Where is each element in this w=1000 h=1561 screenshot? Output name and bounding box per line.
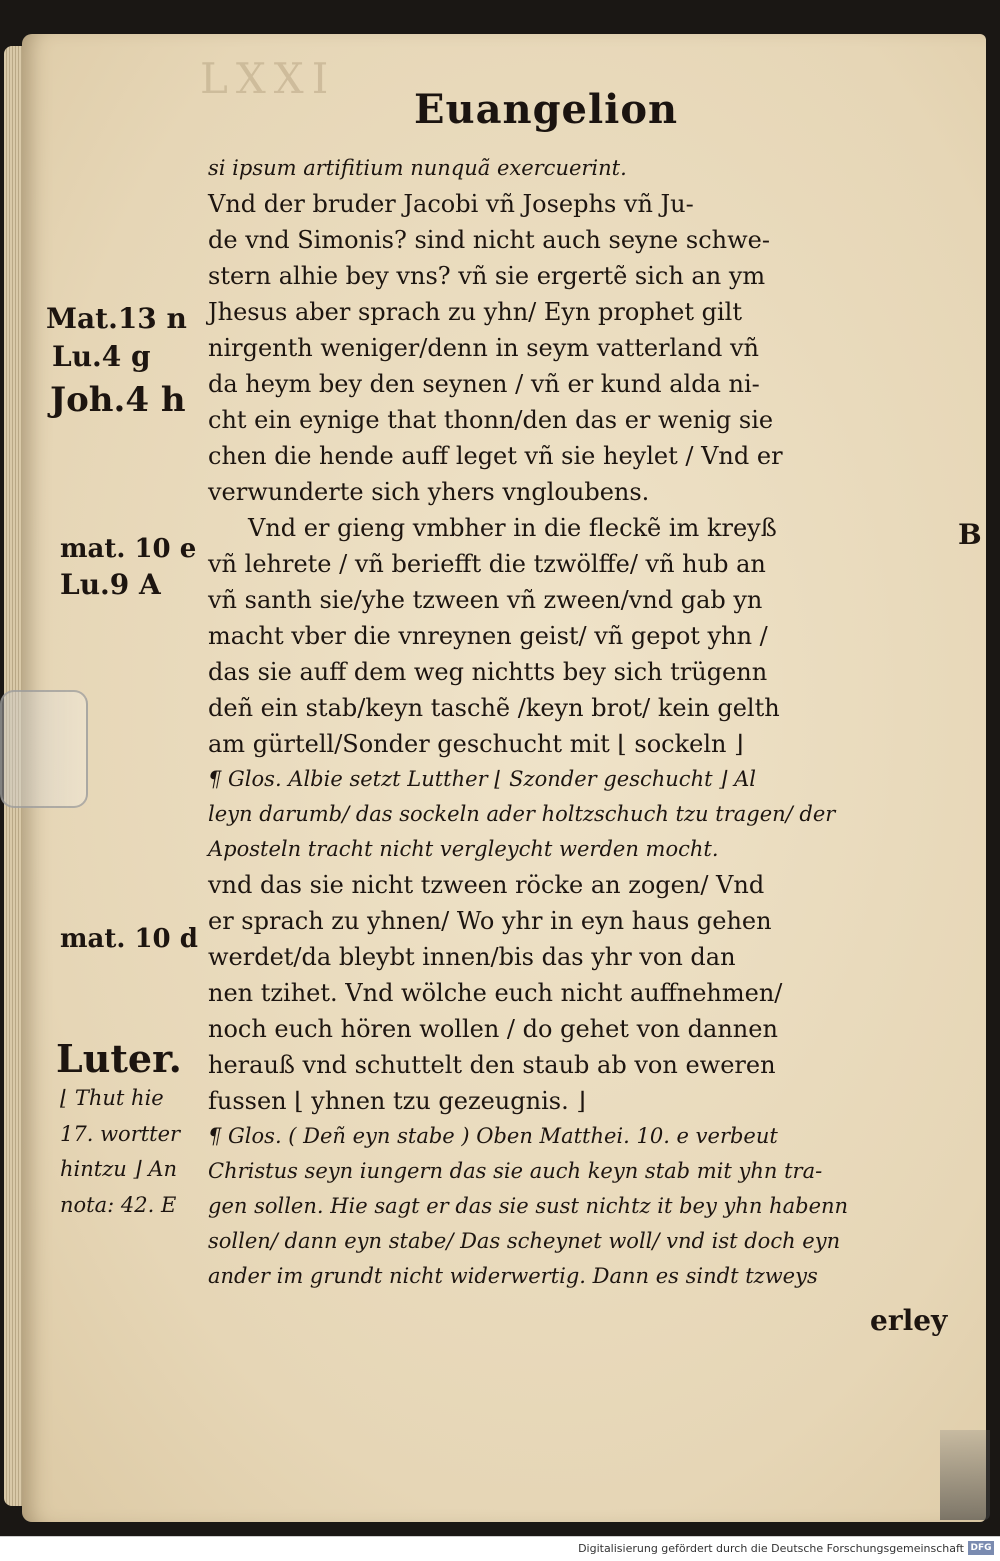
text-line: macht vber die vnreynen geist/ vñ gepot yhn / <box>208 622 768 650</box>
text-line: vñ santh sie/yhe tzween vñ zween/vnd gab yn <box>208 586 763 614</box>
text-line: vñ lehrete / vñ beriefft die tzwölffe/ vñ hub an <box>208 550 766 578</box>
text-line: stern alhie bey vns? vñ sie ergertẽ sich an ym <box>208 262 766 290</box>
gloss-line: Aposteln tracht nicht vergleycht werden mocht. <box>208 837 719 861</box>
gloss-line: ¶ Glos. ( Deñ eyn stabe ) Oben Matthei. 10. e verbeut <box>208 1124 778 1148</box>
gloss-line: leyn darumb/ das sockeln ader holtzschuch tzu tragen/ der <box>208 802 836 826</box>
text-line: nirgenth weniger/denn in seym vatterland vñ <box>208 334 759 362</box>
text-line: si ipsum artifitium nunquã exercuerint. <box>208 156 627 180</box>
text-line: herauß vnd schuttelt den staub ab von eweren <box>208 1051 776 1079</box>
text-line: deñ ein stab/keyn taschẽ /keyn brot/ kein gelth <box>208 694 780 722</box>
dfg-logo-icon: DFG <box>968 1541 994 1555</box>
margin-note-line: hintzu ⌋ An <box>60 1157 178 1181</box>
gloss-line: Christus seyn iungern das sie auch keyn stab mit yhn tra- <box>208 1159 823 1183</box>
margin-ref-mat10d: mat. 10 d <box>60 924 198 954</box>
text-line: cht ein eynige that thonn/den das er wenig sie <box>208 406 774 434</box>
gloss-line: ¶ Glos. Albie setzt Lutther ⌊ Szonder geschucht ⌋ Al <box>208 767 756 791</box>
funding-credit: Digitalisierung gefördert durch die Deutsche Forschungsgemeinschaft <box>578 1542 964 1555</box>
gloss-line: ander im grundt nicht widerwertig. Dann es sindt tzweys <box>208 1264 818 1288</box>
footer-bar <box>0 1536 1000 1561</box>
gloss-line: sollen/ dann eyn stabe/ Das scheynet woll/ vnd ist doch eyn <box>208 1229 841 1253</box>
side-mark: B <box>958 518 982 551</box>
text-line: er sprach zu yhnen/ Wo yhr in eyn haus gehen <box>208 907 772 935</box>
catchword: erley <box>870 1304 948 1337</box>
book-clip <box>0 690 88 808</box>
margin-ref-lu4: Lu.4 g <box>52 340 151 373</box>
text-line: nen tzihet. Vnd wölche euch nicht auffnehmen/ <box>208 979 783 1007</box>
page-corner <box>940 1430 990 1520</box>
bleed-through-text: LXXI <box>200 54 337 103</box>
text-line: Vnd der bruder Jacobi vñ Josephs vñ Ju- <box>208 190 694 218</box>
margin-ref-mat13: Mat.13 n <box>46 302 187 335</box>
text-line: werdet/da bleybt innen/bis das yhr von dan <box>208 943 736 971</box>
margin-note-line: nota: 42. E <box>60 1193 177 1217</box>
gloss-line: gen sollen. Hie sagt er das sie sust nichtz it bey yhn habenn <box>208 1194 849 1218</box>
margin-ref-joh4: Joh.4 h <box>50 380 186 420</box>
text-line: Vnd er gieng vmbher in die fleckẽ im kreyß <box>248 514 777 542</box>
text-line: am gürtell/Sonder geschucht mit ⌊ sockeln ⌋ <box>208 730 744 758</box>
text-line: noch euch hören wollen / do gehet von dannen <box>208 1015 778 1043</box>
running-head: Euangelion <box>414 86 679 133</box>
text-line: vnd das sie nicht tzween röcke an zogen/ Vnd <box>208 871 765 899</box>
text-line: fussen ⌊ yhnen tzu gezeugnis. ⌋ <box>208 1087 586 1115</box>
text-line: das sie auff dem weg nichtts bey sich trügenn <box>208 658 768 686</box>
margin-note-luter: Luter. <box>56 1036 182 1081</box>
margin-ref-mat10e: mat. 10 e <box>60 534 197 564</box>
text-line: Jhesus aber sprach zu yhn/ Eyn prophet gilt <box>208 298 742 326</box>
text-line: da heym bey den seynen / vñ er kund alda ni- <box>208 370 760 398</box>
margin-note-line: 17. wortter <box>60 1122 181 1146</box>
text-line: de vnd Simonis? sind nicht auch seyne schwe- <box>208 226 770 254</box>
text-line: verwunderte sich yhers vngloubens. <box>208 478 650 506</box>
margin-note-line: ⌊ Thut hie <box>60 1086 164 1110</box>
margin-ref-lu9: Lu.9 A <box>60 568 161 601</box>
main-text-block <box>208 150 948 1294</box>
text-line: chen die hende auff leget vñ sie heylet / Vnd er <box>208 442 783 470</box>
